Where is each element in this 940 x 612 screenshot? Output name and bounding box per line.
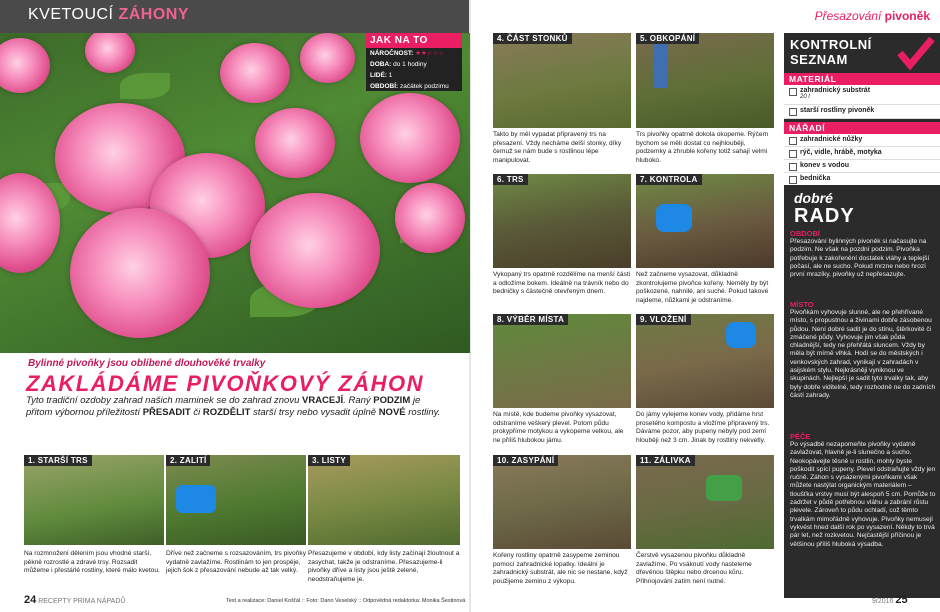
how-to-box	[366, 33, 462, 91]
step-label: 8. VÝBĚR MÍSTA	[493, 314, 568, 325]
section-name: KVETOUCÍ	[28, 6, 119, 23]
peony-flower	[255, 108, 335, 178]
lead-text: je přitom výbornou příležitostí	[26, 395, 421, 418]
step-caption: Kořeny rostliny opatrně zasypeme zeminou pomocí zahradnické lopatky. Ideální je zahradnický substrát, ale nic se nestane, když použijeme zeminu z výkopu.	[493, 552, 628, 585]
section-header-left	[0, 0, 470, 33]
people-label: LIDÉ:	[370, 72, 387, 79]
step-caption: Vykopaný trs opatrně rozdělíme na menší části a odložíme bokem. Ideálně na trávník nebo do bedničky s částečně otevřeným dnem.	[493, 271, 631, 296]
step-label: 3. LISTY	[308, 455, 350, 466]
time-label: DOBA:	[370, 61, 392, 68]
lead-text: . Raný	[343, 395, 374, 406]
difficulty-label: NÁROČNOST:	[370, 50, 414, 57]
step-label: 6. TRS	[493, 174, 528, 185]
step-label: 1. STARŠÍ TRS	[24, 455, 92, 466]
lead-text: Tyto tradiční ozdoby zahrad našich maminek se do zahrad znovu	[26, 395, 302, 406]
tools-heading: NÁŘADÍ	[784, 122, 940, 134]
season-label: OBDOBÍ:	[370, 83, 399, 90]
step-photo-8	[493, 314, 631, 408]
step-label: 4. ČÁST STONKŮ	[493, 33, 572, 44]
step-caption: Přesazujeme v období, kdy listy začínají žloutnout a zasychat, takže je odstraníme. Přesazujeme-li pivoňky dříve a listy jsou ještě zelené, neodstraňujeme je.	[308, 550, 460, 583]
jeans-shape	[654, 43, 668, 88]
lead-emphasis: PODZIM	[373, 395, 411, 406]
checklist-item: bednička	[784, 173, 940, 186]
checklist-item: zahradnický substrát 20 l	[784, 85, 940, 105]
checklist-title: KONTROLNÍ	[790, 37, 872, 52]
peony-flower	[395, 183, 465, 253]
step-label: 2. ZALITÍ	[166, 455, 210, 466]
tip-text: Přesazování bylinných pivoněk si načasujte na podzim. Ne však na pozdní podzim. Pivoňka potřebuje k zakořenění dostatek vláhy a teplejší počasí, ale ne sucho. Pokud mrzne nebo hrozí první mrazíky, pivoňky už nepřesazujte.	[790, 238, 930, 279]
lead-text: starší trsy nebo vysadit úplně	[250, 407, 379, 418]
step-photo-3	[308, 455, 460, 545]
step-label: 10. ZASYPÁNÍ	[493, 455, 558, 466]
lead-text: či	[190, 407, 203, 418]
checklist-header	[784, 33, 940, 73]
step-caption: Než začneme vysazovat, důkladně zkontrolujeme pivoňce kořeny. Neměly by být poškozené, nahnilé, ani suché. Pokud takové najdeme, nůžkami je odstraníme.	[636, 271, 769, 304]
step-photo-10	[493, 455, 631, 549]
step-caption: Na rozmnožení dělením jsou vhodné starší, pěkně rozrostlé a zdravé trsy. Rozsadit můžeme i přestárlé rostliny, které málo kvetou.	[24, 550, 160, 575]
step-photo-2	[166, 455, 306, 545]
topic-name: Přesazování	[814, 9, 885, 23]
peony-flower	[85, 33, 135, 73]
tips-header	[784, 185, 940, 230]
peony-flower	[360, 93, 460, 183]
step-label: 9. VLOŽENÍ	[636, 314, 691, 325]
peony-flower	[0, 38, 50, 93]
leaf-shape	[120, 73, 170, 99]
credits: Text a realizace: Daniel Košťál :: Foto: Dano Veselský :: Odpovědná redaktorka: Monika Šestinová	[226, 598, 466, 604]
issue-number: 9/2016	[872, 598, 894, 605]
time-value: do 1 hodiny	[393, 61, 427, 68]
step-caption: Na místě, kde budeme pivoňky vysazovat, odstraníme veškerý plevel. Potom půdu prokypříme motykou a vykopeme velkou, ale ne příliš hlubokou jámu.	[493, 411, 624, 444]
tips-title-small: dobré	[794, 190, 833, 206]
lead-text: rostliny.	[405, 407, 441, 418]
article-kicker: Bylinné pivoňky jsou oblíbené dlouhověké trvalky	[28, 358, 266, 369]
checklist-title-2: SEZNAM	[790, 52, 848, 67]
glove-shape	[726, 322, 756, 348]
step-photo-4	[493, 33, 631, 128]
glove-shape	[656, 204, 692, 232]
magazine-name: RECEPTY PRIMA NÁPADŮ	[38, 598, 126, 605]
season-value: začátek podzimu	[399, 83, 449, 90]
footer-left	[24, 594, 125, 606]
section-header-right	[470, 0, 940, 33]
tip-heading: PÉČE	[790, 432, 811, 441]
lead-emphasis: PŘESADIT	[142, 407, 191, 418]
peony-flower	[250, 193, 380, 308]
step-caption: Čerstvě vysazenou pivoňku důkladně zavlažíme. Po vsáknutí vody nasteleme dřevěnou štěpku nebo drcenou kůru. Přihnojování zatím není nutné.	[636, 552, 752, 585]
step-label: 11. ZÁLIVKA	[636, 455, 695, 466]
step-photo-11	[636, 455, 774, 549]
step-caption: Trs pivoňky opatrně dokola okopeme. Rýčem bychom se měli dostat co nejhlouběji, podzemky a zhruble kořeny totiž sahají velmi hluboko.	[636, 131, 769, 164]
tip-heading: OBDOBÍ	[790, 229, 820, 238]
checklist-item: zahradnické nůžky	[784, 134, 940, 147]
peony-flower	[70, 208, 210, 338]
lead-emphasis: ROZDĚLIT	[202, 407, 251, 418]
tip-heading: MÍSTO	[790, 300, 814, 309]
peony-flower	[220, 43, 290, 103]
footer-right	[872, 594, 908, 606]
watering-can-shape	[176, 485, 216, 513]
step-caption: Takto by měl vypadat připravený trs na přesazení. Vždy necháme delší stonky, díky čemuž se nám bude s rostlinou lépe manipulovat.	[493, 131, 622, 164]
tip-text: Po výsadbě nezapomeňte pivoňky vydatně zavlažovat, hlavně je-li slunečno a sucho. Neokopávejte těsně u rostlin, mohly byste poškodit spící pupeny. Plevel odstraňujte vždy jen ručně. Záhon s vysázenými pivoňkami však můžete nastýlat organickým materiálem – tloušťka vrstvy musí být alespoň 5 cm. Pomůže to zadržet v půdě potřebnou vláhu a zabrání růstu plevele. Zároveň to půdu ochladí, což těmto trvalkám mimořádně vyhovuje. Pivoňky nemusejí vykvést hned další rok po vysazení. Někdy to trvá pár let, než rozkvetou. Nejčastější příčinou je většinou příliš hluboká výsadba.	[790, 441, 936, 548]
material-heading: MATERIÁL	[784, 73, 940, 85]
checklist-item: konev s vodou	[784, 160, 940, 173]
step-photo-6	[493, 174, 631, 268]
checklist-item: starší rostliny pivoněk	[784, 105, 940, 119]
checklist-item: rýč, vidle, hrábě, motyka	[784, 147, 940, 160]
difficulty-stars: ★★☆☆☆	[415, 50, 445, 57]
step-photo-5	[636, 33, 774, 128]
watering-can-shape	[706, 475, 742, 501]
people-value: 1	[388, 72, 393, 79]
article-headline: ZAKLÁDÁME PIVOŇKOVÝ ZÁHON	[26, 371, 425, 396]
tips-title: RADY	[794, 205, 855, 227]
topic-name-bold: pivoněk	[884, 9, 930, 23]
step-label: 5. OBKOPÁNÍ	[636, 33, 699, 44]
page-number: 25	[895, 594, 908, 606]
tip-text: Pivoňkám vyhovuje slunné, ale ne přehřívané místo, s propustnou a živinami dobře zásobenou půdou. Není dobré sadit je do stínu, štěrkovité či zmáčené půdy. Vyhovuje jim však půda chladnější, tedy ne přehřátá sluncem. Vždy by měla být mírně vlhká. Hodí se do městských i venkovských zahrad, vynikají v zahradách v asijském stylu. Nejkrásněji vyniknou ve skupinách. Nejlepší je sadit tyto trvalky tak, aby byly dobře viditelné, tedy rozhodně ne do zadních částí zahrady.	[790, 309, 936, 399]
step-photo-1	[24, 455, 164, 545]
step-caption: Dříve než začneme s rozsazováním, trs pivoňky vydatně zavlažíme. Rostlinám to jen prospěje, jejich šok z přesazování nebude až tak velký.	[166, 550, 306, 575]
step-label: 7. KONTROLA	[636, 174, 702, 185]
lead-emphasis: VRACEJÍ	[302, 395, 344, 406]
lead-emphasis: NOVÉ	[378, 407, 406, 418]
how-to-title: JAK NA TO	[366, 33, 462, 48]
step-caption: Do jámy vylejeme konev vody, přidáme hrst prosetého kompostu a vložíme připravený trs. Dáváme pozor, aby pupeny nebyly pod zemí hlouběji než 3 cm. Jinak by rostliny nekvetly.	[636, 411, 770, 444]
page-number: 24	[24, 594, 37, 606]
step-photo-7	[636, 174, 774, 268]
step-photo-9	[636, 314, 774, 408]
section-name-bold: ZÁHONY	[118, 6, 190, 23]
peony-flower	[300, 33, 355, 83]
article-lead	[26, 395, 446, 419]
checkmark-icon	[896, 35, 936, 71]
